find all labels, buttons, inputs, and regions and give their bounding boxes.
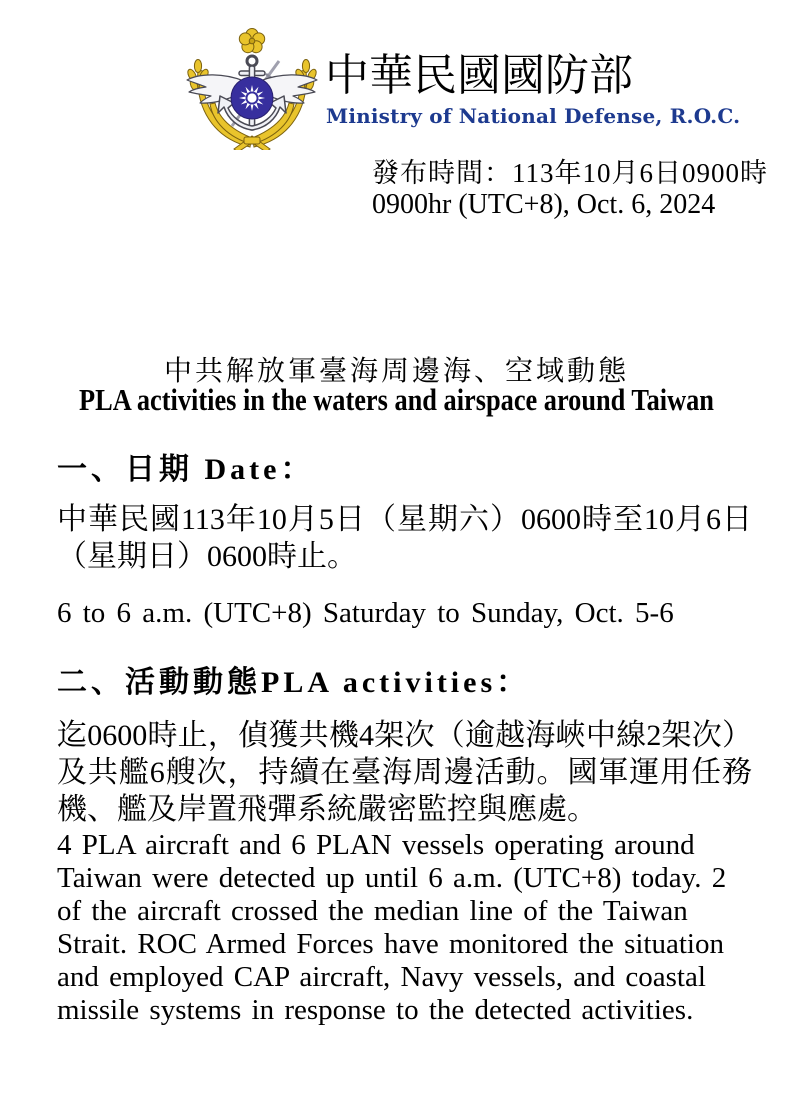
section-2-heading: 二、活動動態PLA activities：	[57, 666, 531, 699]
release-time-en: 0900hr (UTC+8), Oct. 6, 2024	[372, 189, 716, 220]
release-time-block	[372, 158, 768, 220]
mnd-emblem-icon	[182, 26, 322, 150]
section-2-body-en: 4 PLA aircraft and 6 PLAN vessels operating around Taiwan were detected up until 6 a.m. (UTC+8) today. 2 of the aircraft crossed the median line of the Taiwan Strait. ROC Armed Forces have monitored the situation and employed CAP aircraft, Navy vessels, and coastal missile systems in response to the detected activities.	[57, 829, 727, 1026]
section-2-body-zh: 迄0600時止，偵獲共機4架次（逾越海峽中線2架次）及共艦6艘次，持續在臺海周邊活動。國軍運用任務機、艦及岸置飛彈系統嚴密監控與應處。	[57, 719, 752, 826]
section-1-body-zh: 中華民國113年10月5日（星期六）0600時至10月6日（星期日）0600時止。	[57, 503, 752, 573]
doc-title-en: PLA activities in the waters and airspace around Taiwan	[79, 382, 714, 417]
mnd-logo	[182, 26, 322, 150]
org-title-en: Ministry of National Defense, R.O.C.	[326, 104, 741, 128]
section-1-body-en: 6 to 6 a.m. (UTC+8) Saturday to Sunday, Oct. 5-6	[57, 597, 674, 629]
doc-title-zh: 中共解放軍臺海周邊海、空域動態	[163, 356, 629, 387]
org-title-zh: 中華民國國防部	[325, 51, 633, 100]
release-time-zh: 發布時間：113年10月6日0900時	[372, 158, 768, 188]
section-1-heading: 一、日期 Date：	[57, 453, 315, 486]
